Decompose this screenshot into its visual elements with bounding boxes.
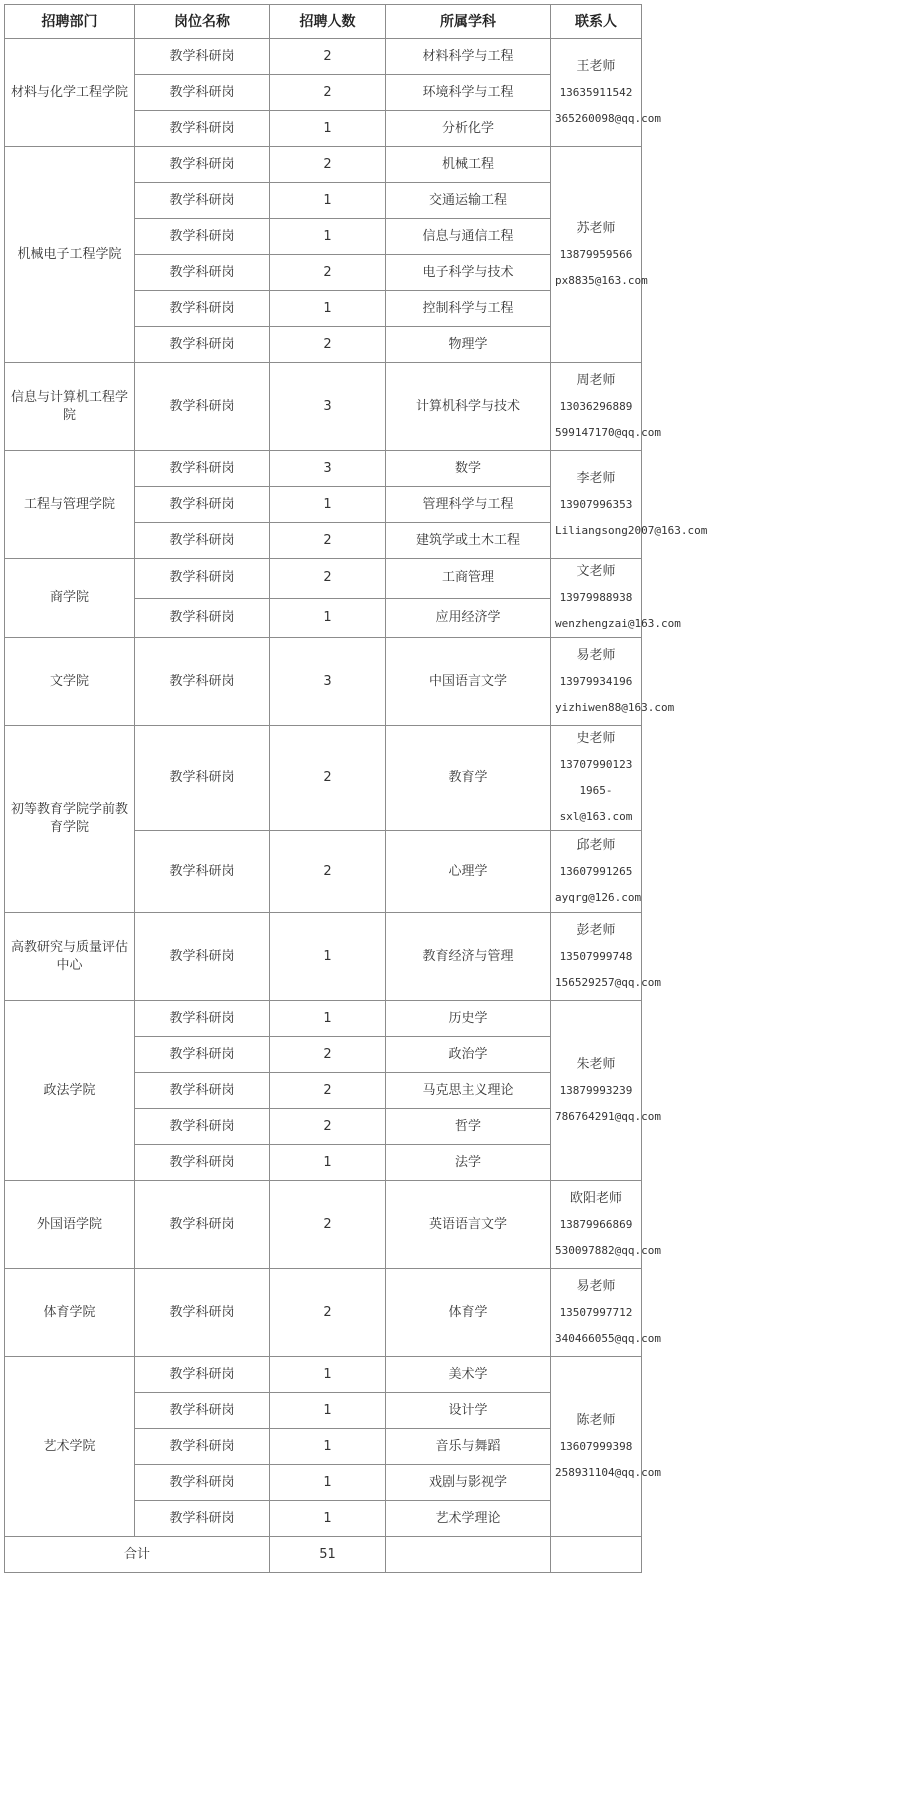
contact-cell [551, 451, 708, 559]
position-cell: 教学科研岗 [135, 39, 270, 75]
position-cell: 教学科研岗 [135, 1393, 270, 1429]
dept-cell: 商学院 [5, 559, 135, 638]
count-cell: 2 [270, 559, 386, 599]
subject-cell: 教育经济与管理 [386, 913, 551, 1001]
contact-name: 文老师 [576, 564, 616, 579]
count-cell: 1 [270, 183, 386, 219]
table-row [5, 559, 642, 599]
table-row [5, 147, 642, 183]
dept-cell: 机械电子工程学院 [5, 147, 135, 363]
contact-cell [551, 559, 681, 638]
count-cell: 3 [270, 638, 386, 726]
contact-cell [551, 1001, 661, 1181]
contact-cell [551, 831, 642, 913]
contact-name: 彭老师 [576, 922, 616, 938]
position-cell: 教学科研岗 [135, 291, 270, 327]
position-cell: 教学科研岗 [135, 219, 270, 255]
contact-name: 易老师 [576, 647, 616, 663]
contact-phone: 13979988938 [559, 591, 633, 604]
contact-name: 陈老师 [576, 1412, 616, 1428]
subject-cell: 戏剧与影视学 [386, 1465, 551, 1501]
position-cell: 教学科研岗 [135, 1109, 270, 1145]
contact-cell [551, 39, 661, 147]
count-cell: 1 [270, 1501, 386, 1537]
dept-cell: 外国语学院 [5, 1181, 135, 1269]
contact-email: 258931104@qq.com [555, 1465, 661, 1479]
contact-email: px8835@163.com [555, 273, 648, 287]
contact-email: 599147170@qq.com [555, 425, 661, 439]
subject-cell: 管理科学与工程 [386, 487, 551, 523]
total-row [5, 1537, 642, 1573]
header-contact: 联系人 [551, 5, 642, 39]
subject-cell: 材料科学与工程 [386, 39, 551, 75]
count-cell: 2 [270, 1073, 386, 1109]
dept-cell: 材料与化学工程学院 [5, 39, 135, 147]
contact-cell [551, 1269, 661, 1357]
subject-cell: 分析化学 [386, 111, 551, 147]
subject-cell: 体育学 [386, 1269, 551, 1357]
position-cell: 教学科研岗 [135, 1001, 270, 1037]
position-cell: 教学科研岗 [135, 487, 270, 523]
subject-cell: 电子科学与技术 [386, 255, 551, 291]
position-cell: 教学科研岗 [135, 1357, 270, 1393]
contact-name: 易老师 [576, 1278, 616, 1294]
count-cell: 3 [270, 363, 386, 451]
contact-cell [551, 147, 648, 363]
contact-cell [551, 1357, 661, 1537]
contact-phone: 13879959566 [559, 247, 633, 261]
contact-phone: 13036296889 [559, 399, 633, 413]
contact-email: 786764291@qq.com [555, 1109, 661, 1123]
dept-cell: 文学院 [5, 638, 135, 726]
table-row [5, 451, 642, 487]
count-cell: 1 [270, 1465, 386, 1501]
position-cell: 教学科研岗 [135, 327, 270, 363]
contact-phone: 13607999398 [559, 1439, 633, 1453]
contact-email: 530097882@qq.com [555, 1243, 661, 1257]
dept-cell: 高教研究与质量评估中心 [5, 913, 135, 1001]
count-cell: 1 [270, 1357, 386, 1393]
subject-cell: 建筑学或土木工程 [386, 523, 551, 559]
position-cell: 教学科研岗 [135, 1465, 270, 1501]
subject-cell: 英语语言文学 [386, 1181, 551, 1269]
header-count: 招聘人数 [270, 5, 386, 39]
subject-cell: 艺术学理论 [386, 1501, 551, 1537]
count-cell: 1 [270, 291, 386, 327]
table-row [5, 1357, 642, 1393]
table-row [5, 726, 642, 831]
subject-cell: 历史学 [386, 1001, 551, 1037]
contact-cell [551, 638, 675, 726]
subject-cell: 物理学 [386, 327, 551, 363]
position-cell: 教学科研岗 [135, 1501, 270, 1537]
count-cell: 2 [270, 726, 386, 831]
contact-name: 周老师 [576, 372, 616, 388]
position-cell: 教学科研岗 [135, 255, 270, 291]
position-cell: 教学科研岗 [135, 559, 270, 599]
subject-cell: 中国语言文学 [386, 638, 551, 726]
position-cell: 教学科研岗 [135, 363, 270, 451]
contact-cell [551, 726, 642, 831]
position-cell: 教学科研岗 [135, 1073, 270, 1109]
count-cell: 1 [270, 1393, 386, 1429]
contact-cell [551, 913, 661, 1001]
subject-cell: 哲学 [386, 1109, 551, 1145]
contact-cell [551, 1181, 661, 1269]
count-cell: 2 [270, 39, 386, 75]
position-cell: 教学科研岗 [135, 598, 270, 638]
subject-cell: 法学 [386, 1145, 551, 1181]
count-cell: 1 [270, 913, 386, 1001]
count-cell: 1 [270, 487, 386, 523]
dept-cell: 工程与管理学院 [5, 451, 135, 559]
subject-cell: 环境科学与工程 [386, 75, 551, 111]
position-cell: 教学科研岗 [135, 183, 270, 219]
contact-phone: 13879993239 [559, 1083, 633, 1097]
recruitment-table [4, 4, 708, 1573]
total-value: 51 [270, 1537, 386, 1573]
contact-name: 苏老师 [576, 220, 616, 236]
position-cell: 教学科研岗 [135, 1269, 270, 1357]
table-row [5, 1181, 642, 1269]
header-row [5, 5, 642, 39]
position-cell: 教学科研岗 [135, 1181, 270, 1269]
count-cell: 1 [270, 111, 386, 147]
subject-cell: 心理学 [386, 831, 551, 913]
contact-cell [551, 363, 661, 451]
position-cell: 教学科研岗 [135, 1429, 270, 1465]
table-row [5, 1269, 642, 1357]
subject-cell: 马克思主义理论 [386, 1073, 551, 1109]
table-row [5, 363, 642, 451]
dept-cell: 信息与计算机工程学院 [5, 363, 135, 451]
subject-cell: 机械工程 [386, 147, 551, 183]
position-cell: 教学科研岗 [135, 1145, 270, 1181]
contact-email: Liliangsong2007@163.com [555, 523, 708, 537]
header-dept: 招聘部门 [5, 5, 135, 39]
contact-name: 朱老师 [576, 1056, 616, 1072]
contact-phone: 13879966869 [559, 1217, 633, 1231]
count-cell: 1 [270, 219, 386, 255]
contact-email: 340466055@qq.com [555, 1331, 661, 1345]
position-cell: 教学科研岗 [135, 111, 270, 147]
position-cell: 教学科研岗 [135, 638, 270, 726]
contact-phone: 13507997712 [559, 1305, 633, 1319]
count-cell: 2 [270, 255, 386, 291]
contact-phone: 13507999748 [559, 949, 633, 963]
contact-phone: 13979934196 [559, 674, 633, 688]
contact-name: 李老师 [576, 470, 616, 486]
contact-name: 史老师 [576, 731, 616, 746]
dept-cell: 艺术学院 [5, 1357, 135, 1537]
contact-email: 156529257@qq.com [555, 975, 661, 989]
contact-name: 邱老师 [576, 837, 616, 853]
dept-cell: 初等教育学院学前教育学院 [5, 726, 135, 913]
position-cell: 教学科研岗 [135, 523, 270, 559]
table-row [5, 638, 642, 726]
contact-name: 王老师 [576, 58, 616, 74]
count-cell: 2 [270, 1037, 386, 1073]
count-cell: 2 [270, 327, 386, 363]
contact-email: yizhiwen88@163.com [555, 700, 675, 714]
subject-cell: 数学 [386, 451, 551, 487]
subject-cell: 工商管理 [386, 559, 551, 599]
contact-phone: 13635911542 [559, 85, 633, 99]
position-cell: 教学科研岗 [135, 1037, 270, 1073]
position-cell: 教学科研岗 [135, 75, 270, 111]
subject-cell: 计算机科学与技术 [386, 363, 551, 451]
count-cell: 1 [270, 1429, 386, 1465]
header-subject: 所属学科 [386, 5, 551, 39]
position-cell: 教学科研岗 [135, 831, 270, 913]
header-position: 岗位名称 [135, 5, 270, 39]
position-cell: 教学科研岗 [135, 147, 270, 183]
count-cell: 3 [270, 451, 386, 487]
count-cell: 1 [270, 1001, 386, 1037]
total-empty-subject [386, 1537, 551, 1573]
subject-cell: 教育学 [386, 726, 551, 831]
total-empty-contact [551, 1537, 642, 1573]
count-cell: 1 [270, 598, 386, 638]
count-cell: 2 [270, 147, 386, 183]
contact-phone: 13607991265 [559, 864, 633, 878]
position-cell: 教学科研岗 [135, 451, 270, 487]
subject-cell: 音乐与舞蹈 [386, 1429, 551, 1465]
contact-email: ayqrg@126.com [555, 890, 642, 904]
total-label: 合计 [5, 1537, 270, 1573]
contact-name: 欧阳老师 [569, 1190, 622, 1206]
contact-email: 1965-sxl@163.com [559, 784, 633, 823]
table-row [5, 39, 642, 75]
count-cell: 2 [270, 1181, 386, 1269]
subject-cell: 设计学 [386, 1393, 551, 1429]
count-cell: 2 [270, 831, 386, 913]
count-cell: 2 [270, 1109, 386, 1145]
count-cell: 2 [270, 523, 386, 559]
count-cell: 2 [270, 75, 386, 111]
position-cell: 教学科研岗 [135, 913, 270, 1001]
position-cell: 教学科研岗 [135, 726, 270, 831]
subject-cell: 政治学 [386, 1037, 551, 1073]
table-row [5, 1001, 642, 1037]
table-body [5, 39, 708, 1537]
subject-cell: 应用经济学 [386, 598, 551, 638]
subject-cell: 美术学 [386, 1357, 551, 1393]
dept-cell: 体育学院 [5, 1269, 135, 1357]
contact-email: wenzhengzai@163.com [555, 617, 681, 630]
subject-cell: 控制科学与工程 [386, 291, 551, 327]
subject-cell: 信息与通信工程 [386, 219, 551, 255]
subject-cell: 交通运输工程 [386, 183, 551, 219]
contact-phone: 13907996353 [559, 497, 633, 511]
contact-phone: 13707990123 [559, 758, 633, 771]
table-row [5, 913, 642, 1001]
count-cell: 1 [270, 1145, 386, 1181]
count-cell: 2 [270, 1269, 386, 1357]
dept-cell: 政法学院 [5, 1001, 135, 1181]
contact-email: 365260098@qq.com [555, 111, 661, 125]
